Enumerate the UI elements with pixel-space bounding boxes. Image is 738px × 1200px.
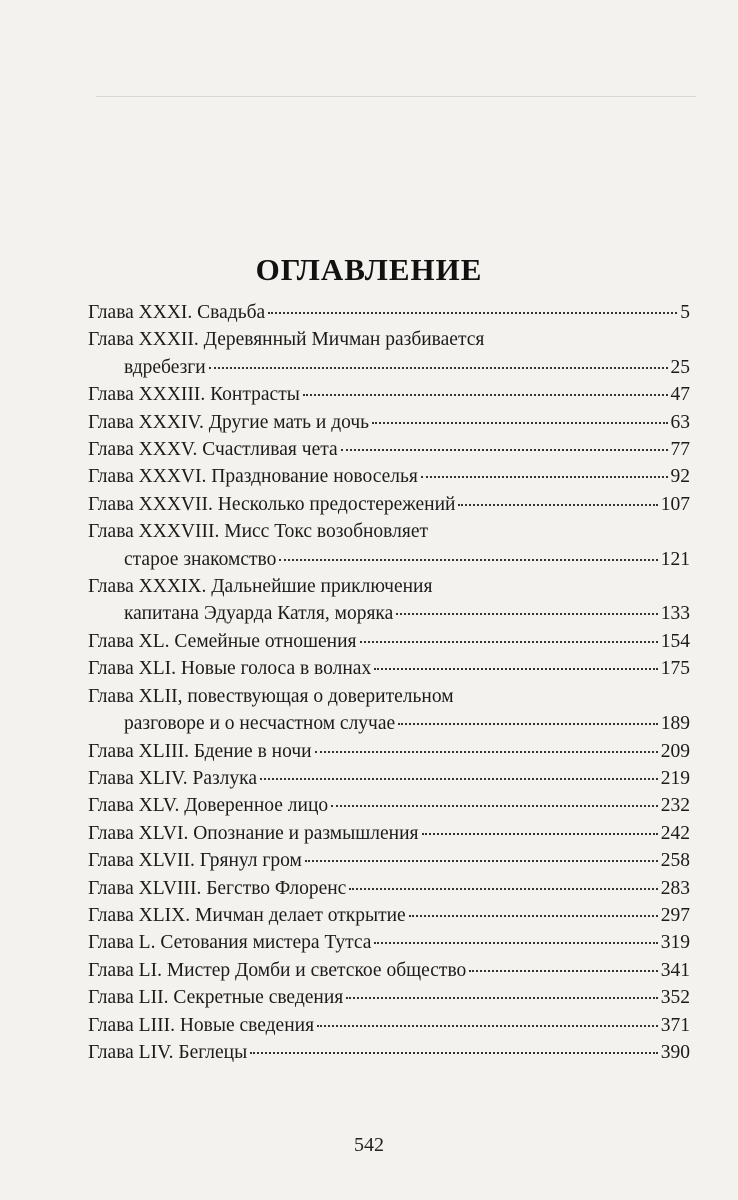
dot-leader <box>346 997 657 999</box>
dot-leader <box>372 422 667 424</box>
toc-entry <box>88 573 690 628</box>
page-title: ОГЛАВЛЕНИЕ <box>255 252 483 287</box>
toc-entry-continuation <box>88 546 690 573</box>
dot-leader <box>409 915 658 917</box>
toc-entry <box>88 436 690 463</box>
chapter-page-number: 341 <box>660 959 690 981</box>
toc-entry <box>88 655 690 682</box>
toc-entry-continuation <box>88 600 690 627</box>
toc-entry <box>88 683 690 738</box>
chapter-title: Глава XL. Семейные отношения <box>88 630 357 652</box>
chapter-title: капитана Эдуарда Катля, моряка <box>124 603 394 625</box>
toc-entry-line <box>88 326 690 353</box>
dot-leader <box>260 778 658 780</box>
toc-entry <box>88 299 690 326</box>
dot-leader <box>396 613 657 615</box>
dot-leader <box>250 1052 658 1054</box>
bleed-through-rule <box>96 96 696 97</box>
chapter-page-number: 189 <box>660 713 690 735</box>
toc-entry <box>88 518 690 573</box>
toc-entry-line <box>88 738 690 765</box>
chapter-title: Глава XXXIV. Другие мать и дочь <box>88 411 370 433</box>
toc-entry-line <box>88 463 690 490</box>
toc-entry-line <box>88 1012 690 1039</box>
dot-leader <box>315 751 658 753</box>
toc-entry-line <box>88 1039 690 1066</box>
chapter-page-number: 371 <box>660 1014 690 1036</box>
toc-entry-line <box>88 984 690 1011</box>
toc-entry <box>88 902 690 929</box>
toc-entry <box>88 847 690 874</box>
toc-entry-line <box>88 820 690 847</box>
toc-entry-line <box>88 628 690 655</box>
dot-leader <box>360 641 658 643</box>
dot-leader <box>469 970 657 972</box>
chapter-title: Глава XLI. Новые голоса в волнах <box>88 658 372 680</box>
chapter-page-number: 232 <box>660 795 690 817</box>
toc-entry-line <box>88 436 690 463</box>
toc-entry <box>88 463 690 490</box>
chapter-page-number: 242 <box>660 822 690 844</box>
toc-entry <box>88 409 690 436</box>
chapter-title: Глава LI. Мистер Домби и светское общество <box>88 959 467 981</box>
toc-entry <box>88 792 690 819</box>
chapter-page-number: 258 <box>660 850 690 872</box>
chapter-page-number: 77 <box>670 439 690 461</box>
dot-leader <box>331 805 658 807</box>
toc-entry-line <box>88 409 690 436</box>
chapter-title: Глава LIII. Новые сведения <box>88 1014 315 1036</box>
chapter-title: Глава XLIV. Разлука <box>88 767 257 789</box>
dot-leader <box>305 860 658 862</box>
chapter-page-number: 390 <box>660 1041 690 1063</box>
chapter-title: Глава XLV. Доверенное лицо <box>88 795 329 817</box>
chapter-page-number: 154 <box>660 630 690 652</box>
chapter-title: Глава XLIX. Мичман делает открытие <box>88 904 406 926</box>
chapter-title: Глава XXXVI. Празднование новоселья <box>88 466 418 488</box>
dot-leader <box>374 942 657 944</box>
chapter-title: Глава XXXVIII. Мисс Токс возобновляет <box>88 521 429 543</box>
toc-entry <box>88 628 690 655</box>
chapter-page-number: 219 <box>660 767 690 789</box>
chapter-page-number: 47 <box>670 384 690 406</box>
toc-entry-line <box>88 299 690 326</box>
dot-leader <box>317 1025 658 1027</box>
toc-entry <box>88 957 690 984</box>
toc-entry-line <box>88 573 690 600</box>
chapter-title: разговоре и о несчастном случае <box>124 713 396 735</box>
chapter-title: Глава XXXII. Деревянный Мичман разбивается <box>88 329 485 351</box>
toc-entry <box>88 1039 690 1066</box>
toc-entry-continuation <box>88 710 690 737</box>
dot-leader <box>279 559 657 561</box>
table-of-contents <box>88 299 690 1066</box>
chapter-page-number: 107 <box>660 493 690 515</box>
chapter-page-number: 63 <box>670 411 690 433</box>
toc-entry <box>88 1012 690 1039</box>
toc-entry <box>88 820 690 847</box>
chapter-title: старое знакомство <box>124 548 277 570</box>
dot-leader <box>374 668 658 670</box>
chapter-title: вдребезги <box>124 356 206 378</box>
chapter-title: Глава XLIII. Бдение в ночи <box>88 740 312 762</box>
toc-entry-line <box>88 381 690 408</box>
dot-leader <box>341 449 668 451</box>
toc-entry-line <box>88 875 690 902</box>
chapter-title: Глава LII. Секретные сведения <box>88 987 344 1009</box>
toc-entry-line <box>88 929 690 956</box>
chapter-page-number: 25 <box>670 356 690 378</box>
toc-entry-line <box>88 683 690 710</box>
toc-entry <box>88 326 690 381</box>
dot-leader <box>349 888 657 890</box>
toc-entry <box>88 765 690 792</box>
toc-entry-line <box>88 847 690 874</box>
dot-leader <box>209 367 668 369</box>
toc-entry-line <box>88 765 690 792</box>
chapter-page-number: 121 <box>660 548 690 570</box>
toc-entry <box>88 984 690 1011</box>
toc-entry-line <box>88 491 690 518</box>
toc-entry-continuation <box>88 354 690 381</box>
chapter-title: Глава XXXI. Свадьба <box>88 302 266 323</box>
toc-entry-line <box>88 792 690 819</box>
chapter-title: Глава XXXIII. Контрасты <box>88 384 300 406</box>
dot-leader <box>398 723 658 725</box>
toc-entry-line <box>88 518 690 545</box>
chapter-page-number: 283 <box>660 877 690 899</box>
chapter-page-number: 319 <box>660 932 690 954</box>
toc-entry <box>88 738 690 765</box>
chapter-title: Глава XLVI. Опознание и размышления <box>88 822 419 844</box>
chapter-page-number: 352 <box>660 987 690 1009</box>
toc-entry <box>88 929 690 956</box>
chapter-page-number: 92 <box>670 466 690 488</box>
chapter-title: Глава L. Сетования мистера Тутса <box>88 932 372 954</box>
toc-entry-line <box>88 957 690 984</box>
dot-leader <box>421 476 668 478</box>
chapter-page-number: 5 <box>680 302 690 323</box>
chapter-page-number: 133 <box>660 603 690 625</box>
toc-entry-line <box>88 655 690 682</box>
toc-entry <box>88 491 690 518</box>
chapter-title: Глава XXXIX. Дальнейшие приключения <box>88 576 433 598</box>
dot-leader <box>422 833 658 835</box>
chapter-title: Глава XXXV. Счастливая чета <box>88 439 338 461</box>
dot-leader <box>268 312 677 314</box>
chapter-page-number: 209 <box>660 740 690 762</box>
page-number: 542 <box>354 1134 384 1156</box>
dot-leader <box>458 504 657 506</box>
toc-entry <box>88 875 690 902</box>
toc-entry-line <box>88 902 690 929</box>
chapter-title: Глава XLVIII. Бегство Флоренс <box>88 877 347 899</box>
chapter-title: Глава XLII, повествующая о доверительном <box>88 685 454 707</box>
toc-entry <box>88 381 690 408</box>
chapter-page-number: 297 <box>660 904 690 926</box>
chapter-title: Глава XLVII. Грянул гром <box>88 850 302 872</box>
dot-leader <box>303 394 668 396</box>
chapter-title: Глава XXXVII. Несколько предостережений <box>88 493 456 515</box>
chapter-page-number: 175 <box>660 658 690 680</box>
chapter-title: Глава LIV. Беглецы <box>88 1041 248 1063</box>
